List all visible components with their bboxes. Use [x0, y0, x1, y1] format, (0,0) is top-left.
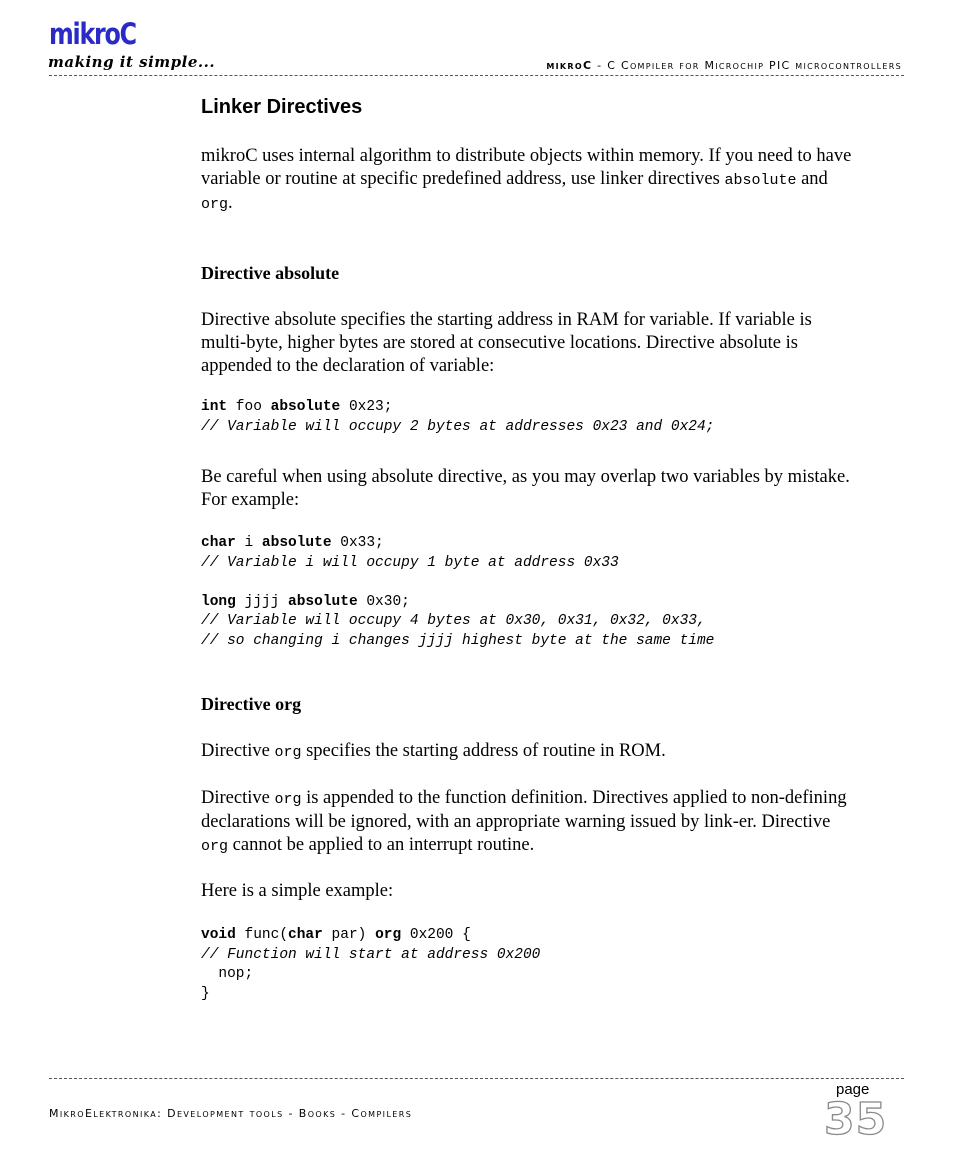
code-text: i	[235, 535, 262, 551]
org-text: specifies the starting address of routine in ROM.	[301, 741, 666, 761]
header-divider	[49, 75, 904, 76]
org-text: Directive	[201, 741, 275, 761]
code-block-absolute-1	[201, 398, 714, 437]
page-label: page	[836, 1081, 870, 1098]
intro-text: .	[228, 193, 233, 213]
code-keyword: absolute	[261, 535, 332, 551]
code-keyword: absolute	[270, 399, 341, 415]
header-brand: mikroC	[546, 59, 593, 72]
code-comment: // Function will start at address 0x200	[201, 946, 541, 963]
inline-code-org: org	[201, 196, 229, 213]
code-block-org	[201, 926, 540, 1004]
intro-paragraph	[201, 145, 861, 216]
code-text: }	[201, 985, 210, 1002]
code-comment: // so changing i changes jjjj highest byte at the same time	[201, 632, 715, 649]
code-comment: // Variable i will occupy 1 byte at address 0x33	[201, 554, 619, 571]
page-number: 35	[824, 1094, 888, 1145]
code-keyword: char	[201, 535, 236, 551]
code-text: foo	[227, 399, 271, 415]
org-paragraph-1	[201, 740, 861, 764]
code-text: jjjj	[235, 593, 289, 610]
code-text: func(	[235, 927, 289, 943]
intro-text: and	[796, 169, 828, 189]
code-comment: // Variable will occupy 2 bytes at addresses 0x23 and 0x24;	[201, 418, 715, 435]
caution-paragraph: Be careful when using absolute directive, as you may overlap two variables by mistake. For example:	[201, 467, 850, 510]
code-text: 0x33;	[331, 535, 384, 551]
header-title: - C Compiler for Microchip PIC microcontrollers	[592, 59, 902, 72]
code-comment: // Variable will occupy 4 bytes at 0x30, 0x31, 0x32, 0x33,	[201, 613, 706, 629]
absolute-paragraph: Directive absolute specifies the starting address in RAM for variable. If variable is multi-byte, higher bytes are stored at consecutive locations. Directive absolute is appended to the declaration of variable:	[201, 310, 812, 376]
heading-directive-absolute: Directive absolute	[201, 263, 340, 283]
code-text: par)	[322, 927, 376, 943]
section-title: Linker Directives	[201, 96, 363, 118]
code-text: 0x200 {	[401, 927, 471, 943]
code-keyword: int	[201, 399, 228, 415]
intro-text: mikroC uses internal algorithm to distribute objects within memory. If you need to have variable or routine at specific predefined address, use linker directives	[201, 146, 852, 189]
code-keyword: org	[375, 927, 402, 943]
org-text: Directive	[201, 788, 275, 808]
inline-code-org: org	[274, 791, 302, 808]
heading-directive-org: Directive org	[201, 694, 302, 714]
tagline: making it simple...	[48, 53, 216, 71]
org-paragraph-3: Here is a simple example:	[201, 881, 394, 901]
org-text: cannot be applied to an interrupt routine.	[228, 835, 535, 855]
code-text: 0x23;	[340, 399, 393, 415]
mikroc-logo: mikroC	[49, 17, 136, 51]
inline-code-absolute: absolute	[724, 172, 797, 189]
code-text: 0x30;	[357, 593, 410, 610]
inline-code-org: org	[201, 838, 229, 855]
code-text: nop;	[201, 966, 254, 982]
code-keyword: char	[288, 927, 323, 943]
code-keyword: long	[201, 593, 236, 610]
inline-code-org: org	[274, 744, 302, 761]
org-paragraph-2	[201, 787, 861, 858]
code-block-absolute-2	[201, 534, 714, 651]
code-keyword: void	[201, 927, 236, 943]
org-text: is appended to the function definition. Directives applied to non-defining declarations will be ignored, with an appropriate warning issued by link-er. Directive	[201, 788, 847, 832]
code-keyword: absolute	[288, 593, 358, 610]
running-header	[546, 59, 902, 72]
footer-divider	[49, 1078, 904, 1079]
footer-publisher: MikroElektronika: Development tools - Books - Compilers	[49, 1107, 413, 1120]
